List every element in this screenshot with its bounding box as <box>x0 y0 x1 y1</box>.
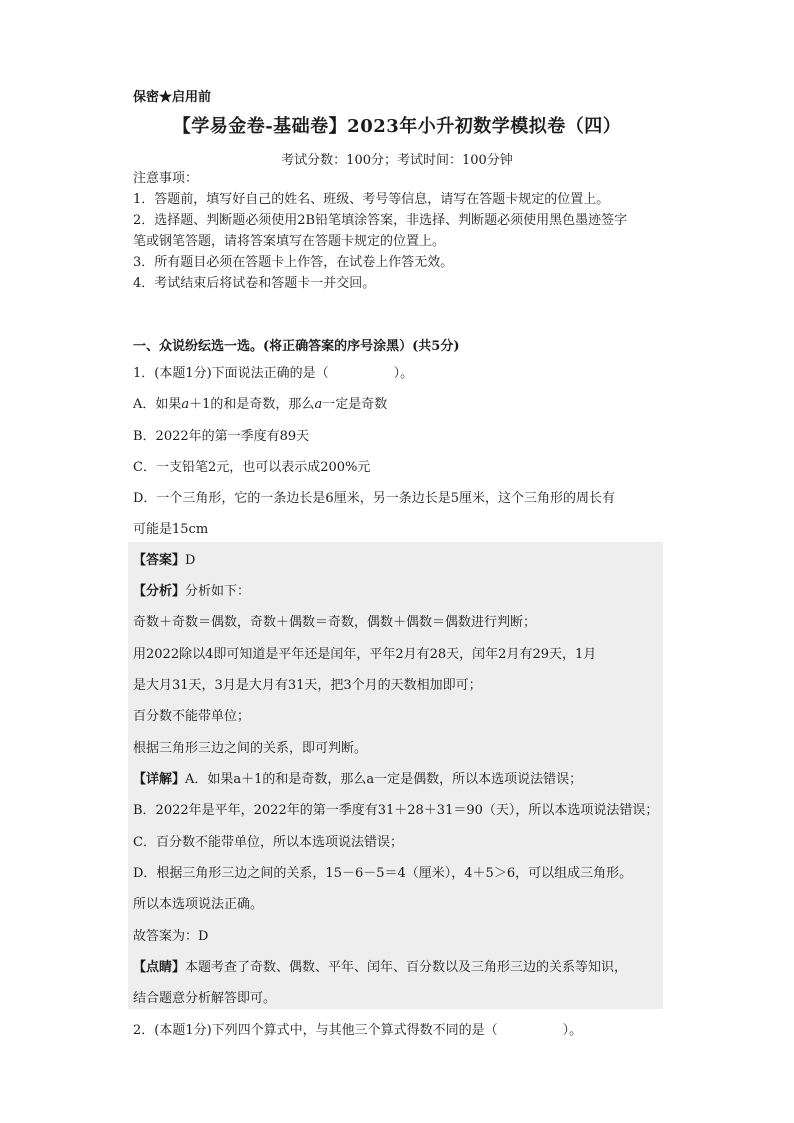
notes-item: 2．选择题、判断题必须使用2B铅笔填涂答案，非选择、判断题必须使用黑色墨迹签字 <box>133 213 628 228</box>
question-1-option-a <box>133 393 673 412</box>
answer-line <box>133 549 195 568</box>
detail-text: C．百分数不能带单位，所以本选项说法错误； <box>133 835 403 850</box>
notes-heading: 注意事项： <box>133 171 199 186</box>
notes-item: 1．答题前，填写好自己的姓名、班级、考号等信息，请写在答题卡规定的位置上。 <box>133 192 610 207</box>
answer-tag: 【答案】 <box>133 553 186 568</box>
variable-a: a <box>181 397 190 412</box>
option-a-text: 一定是奇数 <box>322 397 388 412</box>
final-answer: 故答案为：D <box>133 929 209 944</box>
option-a-text: A．如果 <box>133 397 182 412</box>
section-heading: 一、众说纷纭选一选。(将正确答案的序号涂黑）(共5分) <box>133 339 460 354</box>
notes-item: 笔或钢笔答题，请将答案填写在答题卡规定的位置上。 <box>133 234 446 249</box>
detail-text: 所以本选项说法正确。 <box>133 897 264 912</box>
comment-text: 结合题意分析解答即可。 <box>133 991 277 1006</box>
variable-a: a <box>314 397 323 412</box>
analysis-text: 用2022除以4即可知道是平年还是闰年，平年2月有28天，闰年2月有29天，1月 <box>133 647 597 662</box>
detail-text: D．根据三角形三边之间的关系，15－6－5＝4（厘米），4＋5＞6，可以组成三角形。 <box>133 866 633 881</box>
option-a-text: ＋1的和是奇数，那么 <box>189 397 315 412</box>
page-title: 【学易金卷-基础卷】2023年小升初数学模拟卷（四） <box>172 116 622 137</box>
question-1-option-c: C．一支铅笔2元，也可以表示成200%元 <box>133 460 371 475</box>
question-2-stem: 2．(本题1分)下列四个算式中，与其他三个算式得数不同的是（ ）。 <box>133 1023 583 1038</box>
analysis-intro: 分析如下： <box>185 584 251 599</box>
analysis-text: 奇数＋奇数＝偶数，奇数＋偶数＝奇数，偶数＋偶数＝偶数进行判断； <box>133 615 537 630</box>
answer-value: D <box>185 553 196 568</box>
detail-text: A．如果a＋1的和是奇数，那么a一定是偶数，所以本选项说法错误； <box>185 772 583 787</box>
analysis-text: 根据三角形三边之间的关系，即可判断。 <box>133 741 368 756</box>
comment-line <box>133 956 627 975</box>
analysis-tag: 【分析】 <box>133 584 186 599</box>
notes-item: 4．考试结束后将试卷和答题卡一并交回。 <box>133 276 376 291</box>
comment-tag: 【点睛】 <box>133 960 186 975</box>
notes <box>133 168 673 294</box>
exam-info: 考试分数：100分；考试时间：100分钟 <box>281 153 513 168</box>
analysis-text: 是大月31天，3月是大月有31天，把3个月的天数相加即可； <box>133 678 482 693</box>
detail-tag: 【详解】 <box>133 772 186 787</box>
notes-item: 3．所有题目必须在答题卡上作答，在试卷上作答无效。 <box>133 255 454 270</box>
question-1-option-d: D．一个三角形，它的一条边长是6厘米，另一条边长是5厘米，这个三角形的周长有 <box>133 491 615 506</box>
question-1-stem: 1．(本题1分)下面说法正确的是（ ）。 <box>133 366 414 381</box>
analysis-line <box>133 580 250 599</box>
detail-text: B．2022年是平年，2022年的第一季度有31＋28＋31＝90（天），所以本选项说法错误； <box>133 803 659 818</box>
analysis-text: 百分数不能带单位； <box>133 709 251 724</box>
question-1-option-d-cont: 可能是15cm <box>133 522 209 537</box>
confidential-label: 保密★启用前 <box>133 90 212 105</box>
question-1-option-b: B．2022年的第一季度有89天 <box>133 429 310 444</box>
detail-line <box>133 768 582 787</box>
comment-text: 本题考查了奇数、偶数、平年、闰年、百分数以及三角形三边的关系等知识， <box>185 960 628 975</box>
